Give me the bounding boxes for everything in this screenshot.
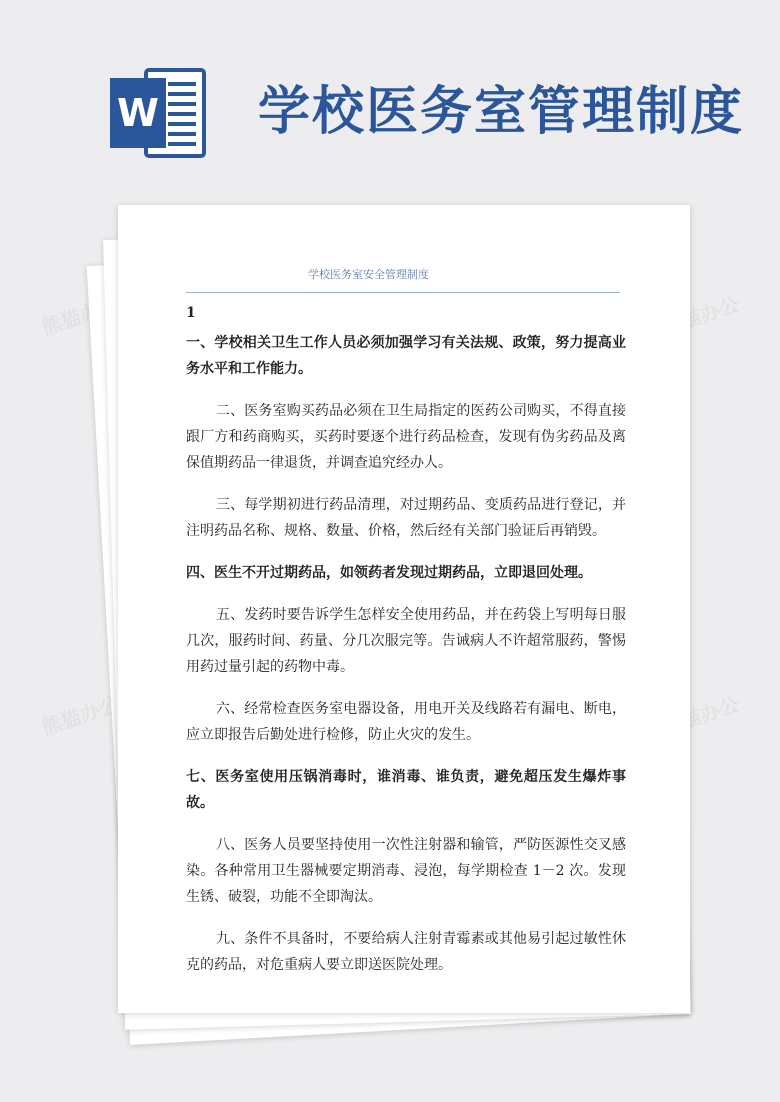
- watermark: 熊猫办公: [658, 692, 743, 740]
- paragraph-4: 四、医生不开过期药品，如领药者发现过期药品，立即退回处理。: [186, 565, 592, 581]
- watermark: 熊猫办公: [38, 692, 123, 740]
- document-header-title: 学校医务室安全管理制度: [308, 268, 429, 281]
- banner-title: 学校医务室管理制度: [258, 81, 745, 142]
- paragraph-7: 七、医务室使用压锅消毒时，谁消毒、谁负责，避免超压发生爆炸事故。: [186, 769, 626, 811]
- word-icon: [108, 68, 208, 158]
- section-number: 1: [186, 305, 196, 321]
- paragraph-3: 三、每学期初进行药品清理，对过期药品、变质药品进行登记，并注明药品名称、规格、数量、价格，然后经有关部门验证后再销毁。: [186, 497, 626, 539]
- document-body: [186, 300, 626, 978]
- watermark: 熊猫办公: [38, 292, 123, 340]
- paragraph-8: 八、医务人员要坚持使用一次性注射器和输管，严防医源性交叉感染。各种常用卫生器械要定期消毒、浸泡，每学期检查 1－2 次。发现生锈、破裂，功能不全即淘汰。: [186, 837, 626, 905]
- watermark: 熊猫办公: [658, 292, 743, 340]
- document-header: [186, 262, 620, 293]
- paragraph-1: 一、学校相关卫生工作人员必须加强学习有关法规、政策，努力提高业务水平和工作能力。: [186, 335, 626, 377]
- paragraph-2: 二、医务室购买药品必须在卫生局指定的医药公司购买，不得直接跟厂方和药商购买，买药时要逐个进行药品检查，发现有伪劣药品及离保值期药品一律退货，并调查追究经办人。: [186, 403, 626, 471]
- paragraph-5: 五、发药时要告诉学生怎样安全使用药品，并在药袋上写明每日服几次，服药时间、药量、分几次服完等。告诫病人不许超常服药，警惕用药过量引起的药物中毒。: [186, 607, 626, 675]
- paragraph-9: 九、条件不具备时，不要给病人注射青霉素或其他易引起过敏性休克的药品，对危重病人要立即送医院处理。: [186, 931, 626, 973]
- word-icon-letter: W: [117, 91, 159, 135]
- paragraph-6: 六、经常检查医务室电器设备，用电开关及线路若有漏电、断电，应立即报告后勤处进行检修，防止火灾的发生。: [186, 701, 626, 743]
